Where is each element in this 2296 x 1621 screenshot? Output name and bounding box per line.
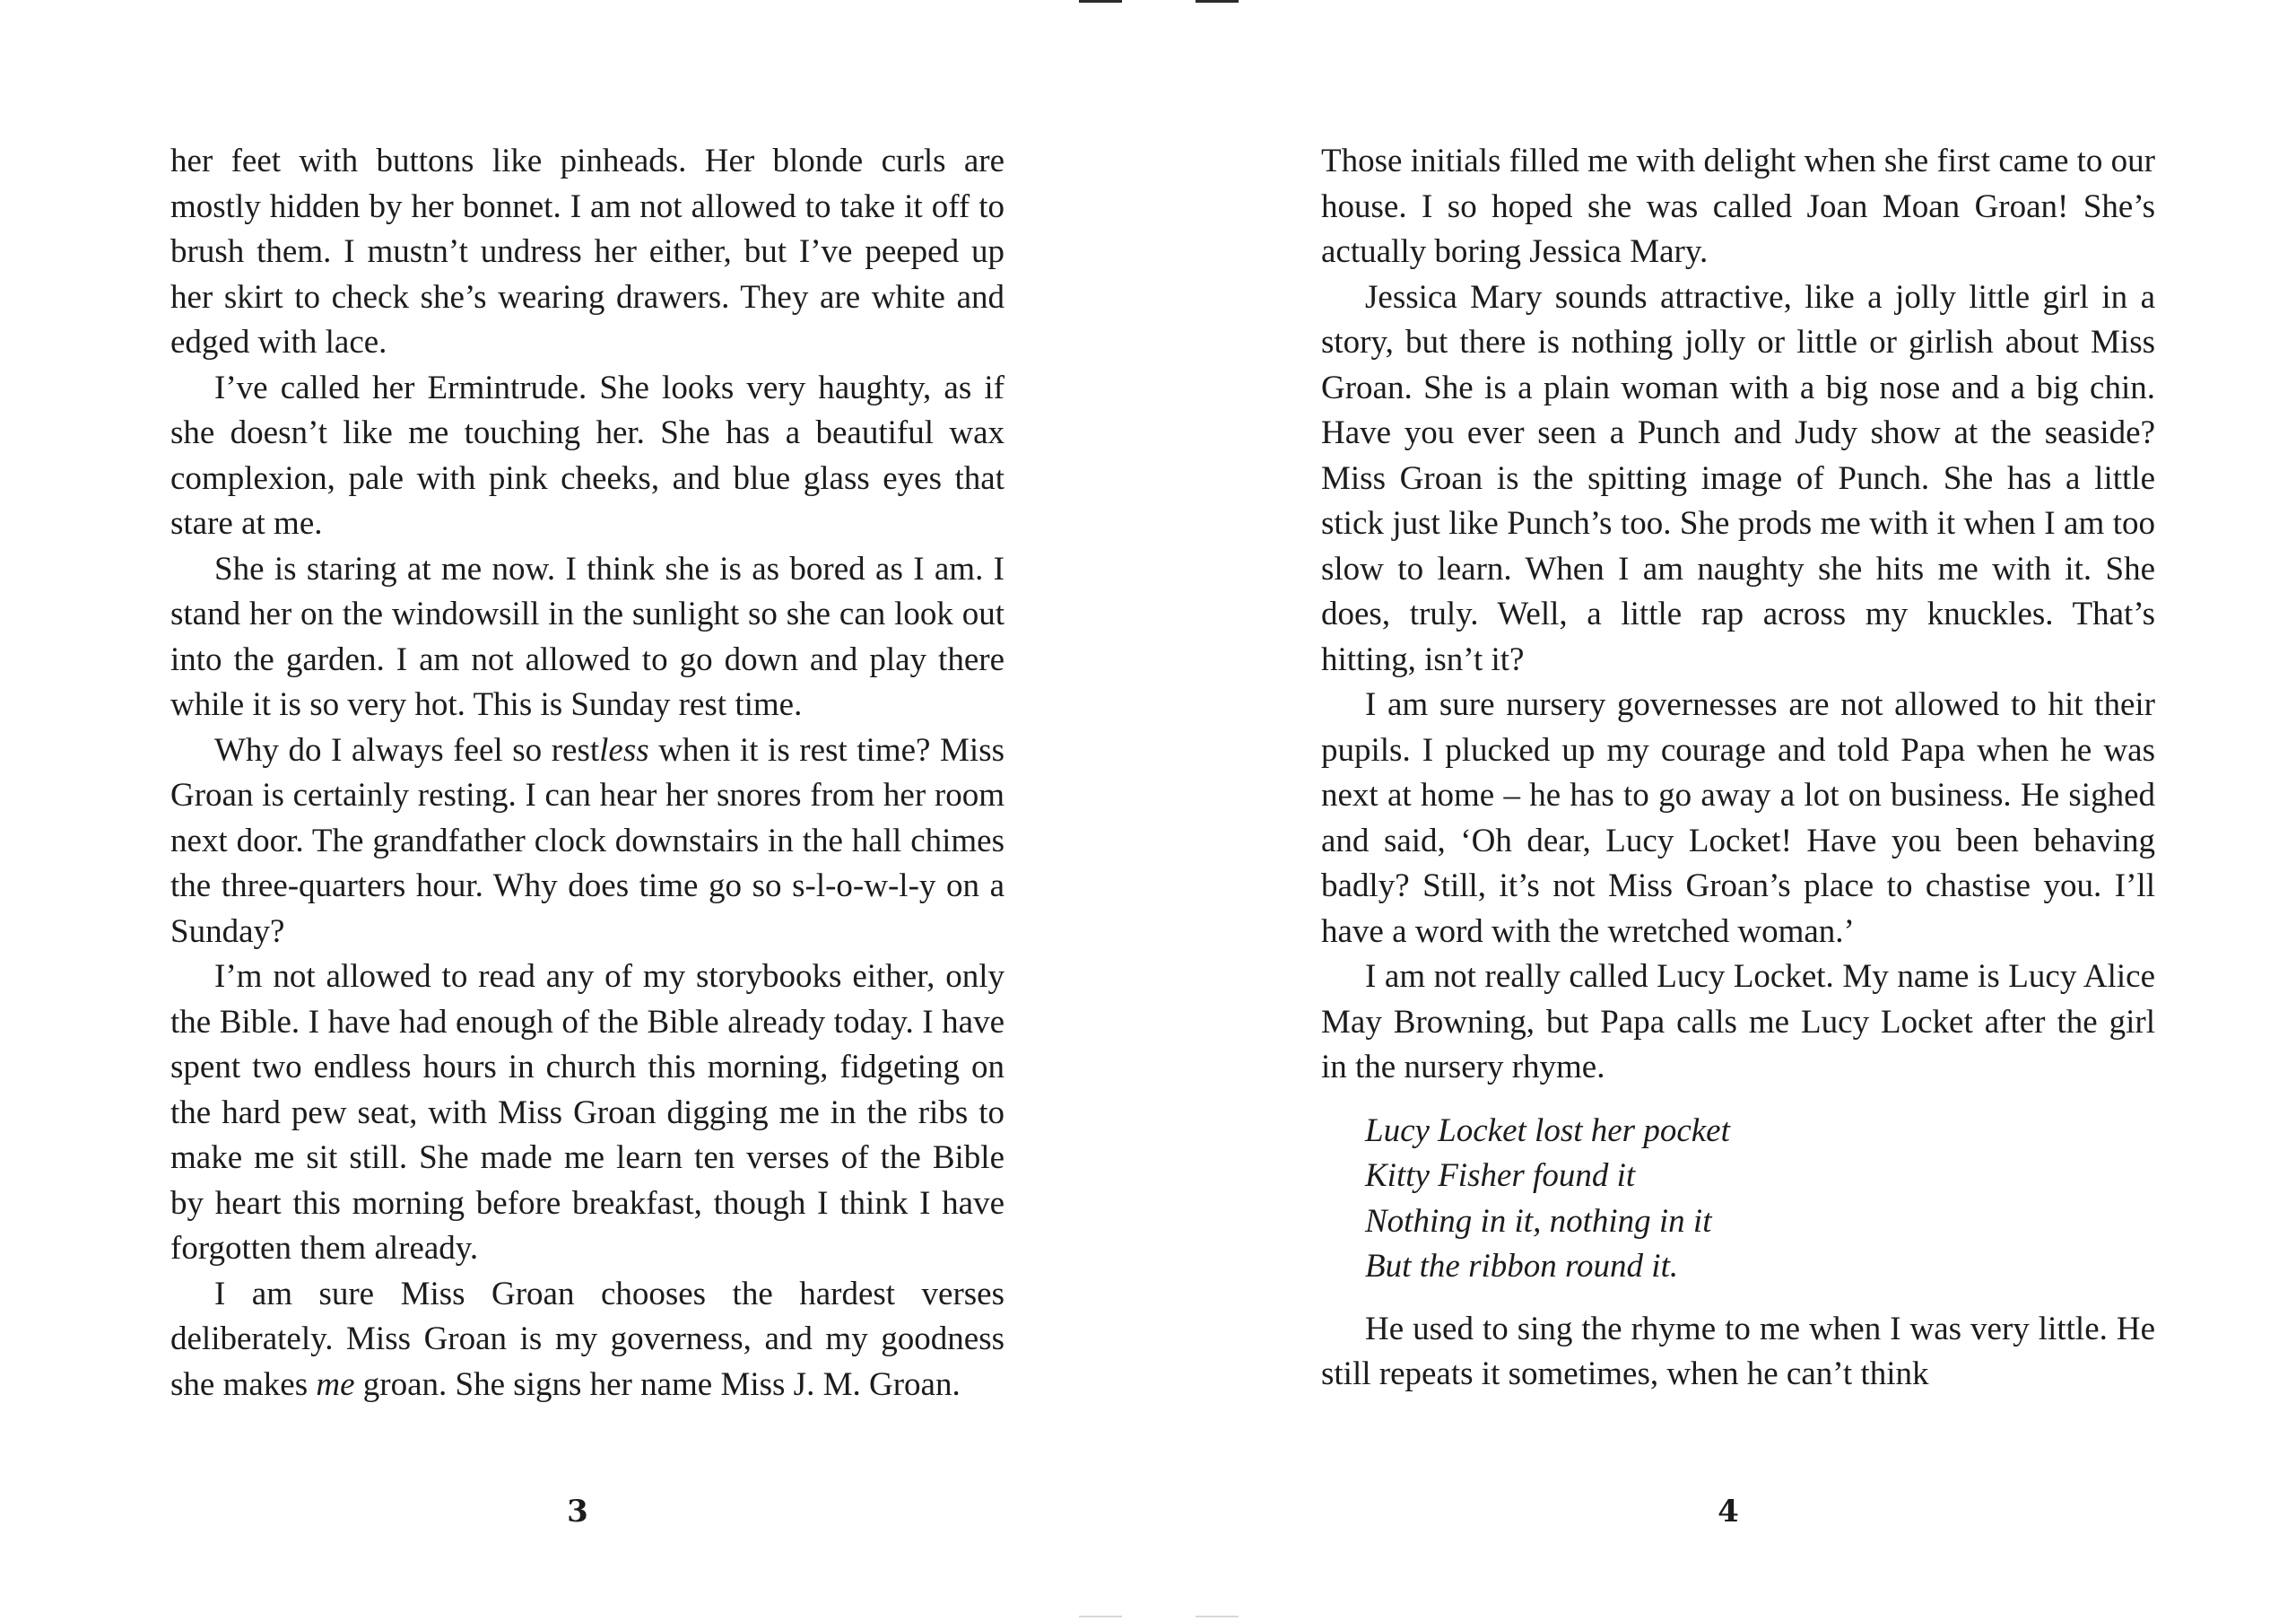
paragraph (170, 547, 1004, 728)
page-number-right: 4 (1718, 1494, 1739, 1529)
paragraph-text: groan. She signs her name Miss J. M. Groan. (354, 1365, 961, 1403)
emphasis-text: me (316, 1365, 355, 1403)
paragraph-text: She is staring at me now. I think she is as bored as I am. I stand her on the windowsill in the sunlight so she can look out into the garden. I am not allowed to go down and play there while it is so very hot. This is Sunday rest time. (170, 550, 1004, 723)
paragraph-text: when it is rest time? Miss Groan is certainly resting. I can hear her snores from her room next door. The grandfather clock downstairs in the hall chimes the three-quarters hour. Why does time go so s-l-o-w-l-y on a Sunday? (170, 731, 1004, 950)
paragraph (1321, 683, 2155, 954)
top-edge-mark-right (1196, 0, 1239, 3)
poem-line: Lucy Locket lost her pocket (1365, 1111, 1730, 1149)
emphasis-text: less (599, 731, 649, 769)
paragraph-text: Those initials filled me with delight when she first came to our house. I so hoped she was called Joan Moan Groan! She’s actually boring Jessica Mary. (1321, 143, 2155, 270)
paragraph (170, 366, 1004, 547)
paragraph-text: Jessica Mary sounds attractive, like a jolly little girl in a story, but there is nothing jolly or little or girlish about Miss Groan. She is a plain woman with a big nose and a big chin. Have you ever seen a Punch and Judy show at the seaside? Miss Groan is the spitting image of Punch. She has a little stick just like Punch’s too. She prods me with it when I am too slow to learn. When I am naughty she hits me with it. She does, truly. Well, a little rap across my knuckles. That’s hitting, isn’t it? (1321, 278, 2155, 678)
left-page-text (170, 139, 1004, 1407)
bottom-edge-mark-left (1079, 1616, 1122, 1617)
paragraph (170, 728, 1004, 955)
paragraph-text: I am sure nursery governesses are not allowed to hit their pupils. I plucked up my courage and told Papa when he was next at home – he has to go away a lot on business. He sighed and said, ‘Oh dear, Lucy Locket! Have you been behaving badly? Still, it’s not Miss Groan’s place to chastise you. I’ll have a word with the wretched woman.’ (1321, 686, 2155, 950)
poem-line: But the ribbon round it. (1365, 1248, 1679, 1285)
paragraph (1321, 139, 2155, 275)
right-page-text-after-poem (1321, 1307, 2155, 1398)
top-edge-mark-left (1079, 0, 1122, 3)
poem-line: Kitty Fisher found it (1365, 1157, 1636, 1194)
paragraph (1321, 1307, 2155, 1398)
bottom-edge-mark-right (1196, 1616, 1239, 1617)
paragraph (170, 139, 1004, 366)
paragraph (170, 954, 1004, 1272)
right-page (1321, 139, 2155, 1398)
paragraph-text: I’m not allowed to read any of my storybooks either, only the Bible. I have had enough of the Bible already today. I have spent two endless hours in church this morning, fidgeting on the hard pew seat, with Miss Groan digging me in the ribs to make me sit still. She made me learn ten verses of the Bible by heart this morning before breakfast, though I think I have forgotten them already. (170, 958, 1004, 1267)
paragraph-text: I am sure Miss Groan chooses the hardest verses deliberately. Miss Groan is my governess, and my goodness she makes (170, 1275, 1004, 1403)
poem-line: Nothing in it, nothing in it (1365, 1202, 1712, 1240)
nursery-rhyme (1365, 1109, 2155, 1290)
paragraph-text: He used to sing the rhyme to me when I was very little. He still repeats it sometimes, when he can’t think (1321, 1310, 2155, 1392)
left-page (170, 139, 1004, 1407)
paragraph (170, 1272, 1004, 1408)
paragraph (1321, 275, 2155, 684)
paragraph (1321, 954, 2155, 1091)
right-page-text-before-poem (1321, 139, 2155, 1091)
page-number-left: 3 (567, 1494, 588, 1529)
paragraph-text: I’ve called her Ermintrude. She looks very haughty, as if she doesn’t like me touching her. She has a beautiful wax complexion, pale with pink cheeks, and blue glass eyes that stare at me. (170, 369, 1004, 542)
paragraph-text: I am not really called Lucy Locket. My name is Lucy Alice May Browning, but Papa calls me Lucy Locket after the girl in the nursery rhyme. (1321, 958, 2155, 1085)
paragraph-text: Why do I always feel so rest (214, 731, 600, 769)
paragraph-text: her feet with buttons like pinheads. Her blonde curls are mostly hidden by her bonnet. I am not allowed to take it off to brush them. I mustn’t undress her either, but I’ve peeped up her skirt to check she’s wearing drawers. They are white and edged with lace. (170, 143, 1004, 361)
